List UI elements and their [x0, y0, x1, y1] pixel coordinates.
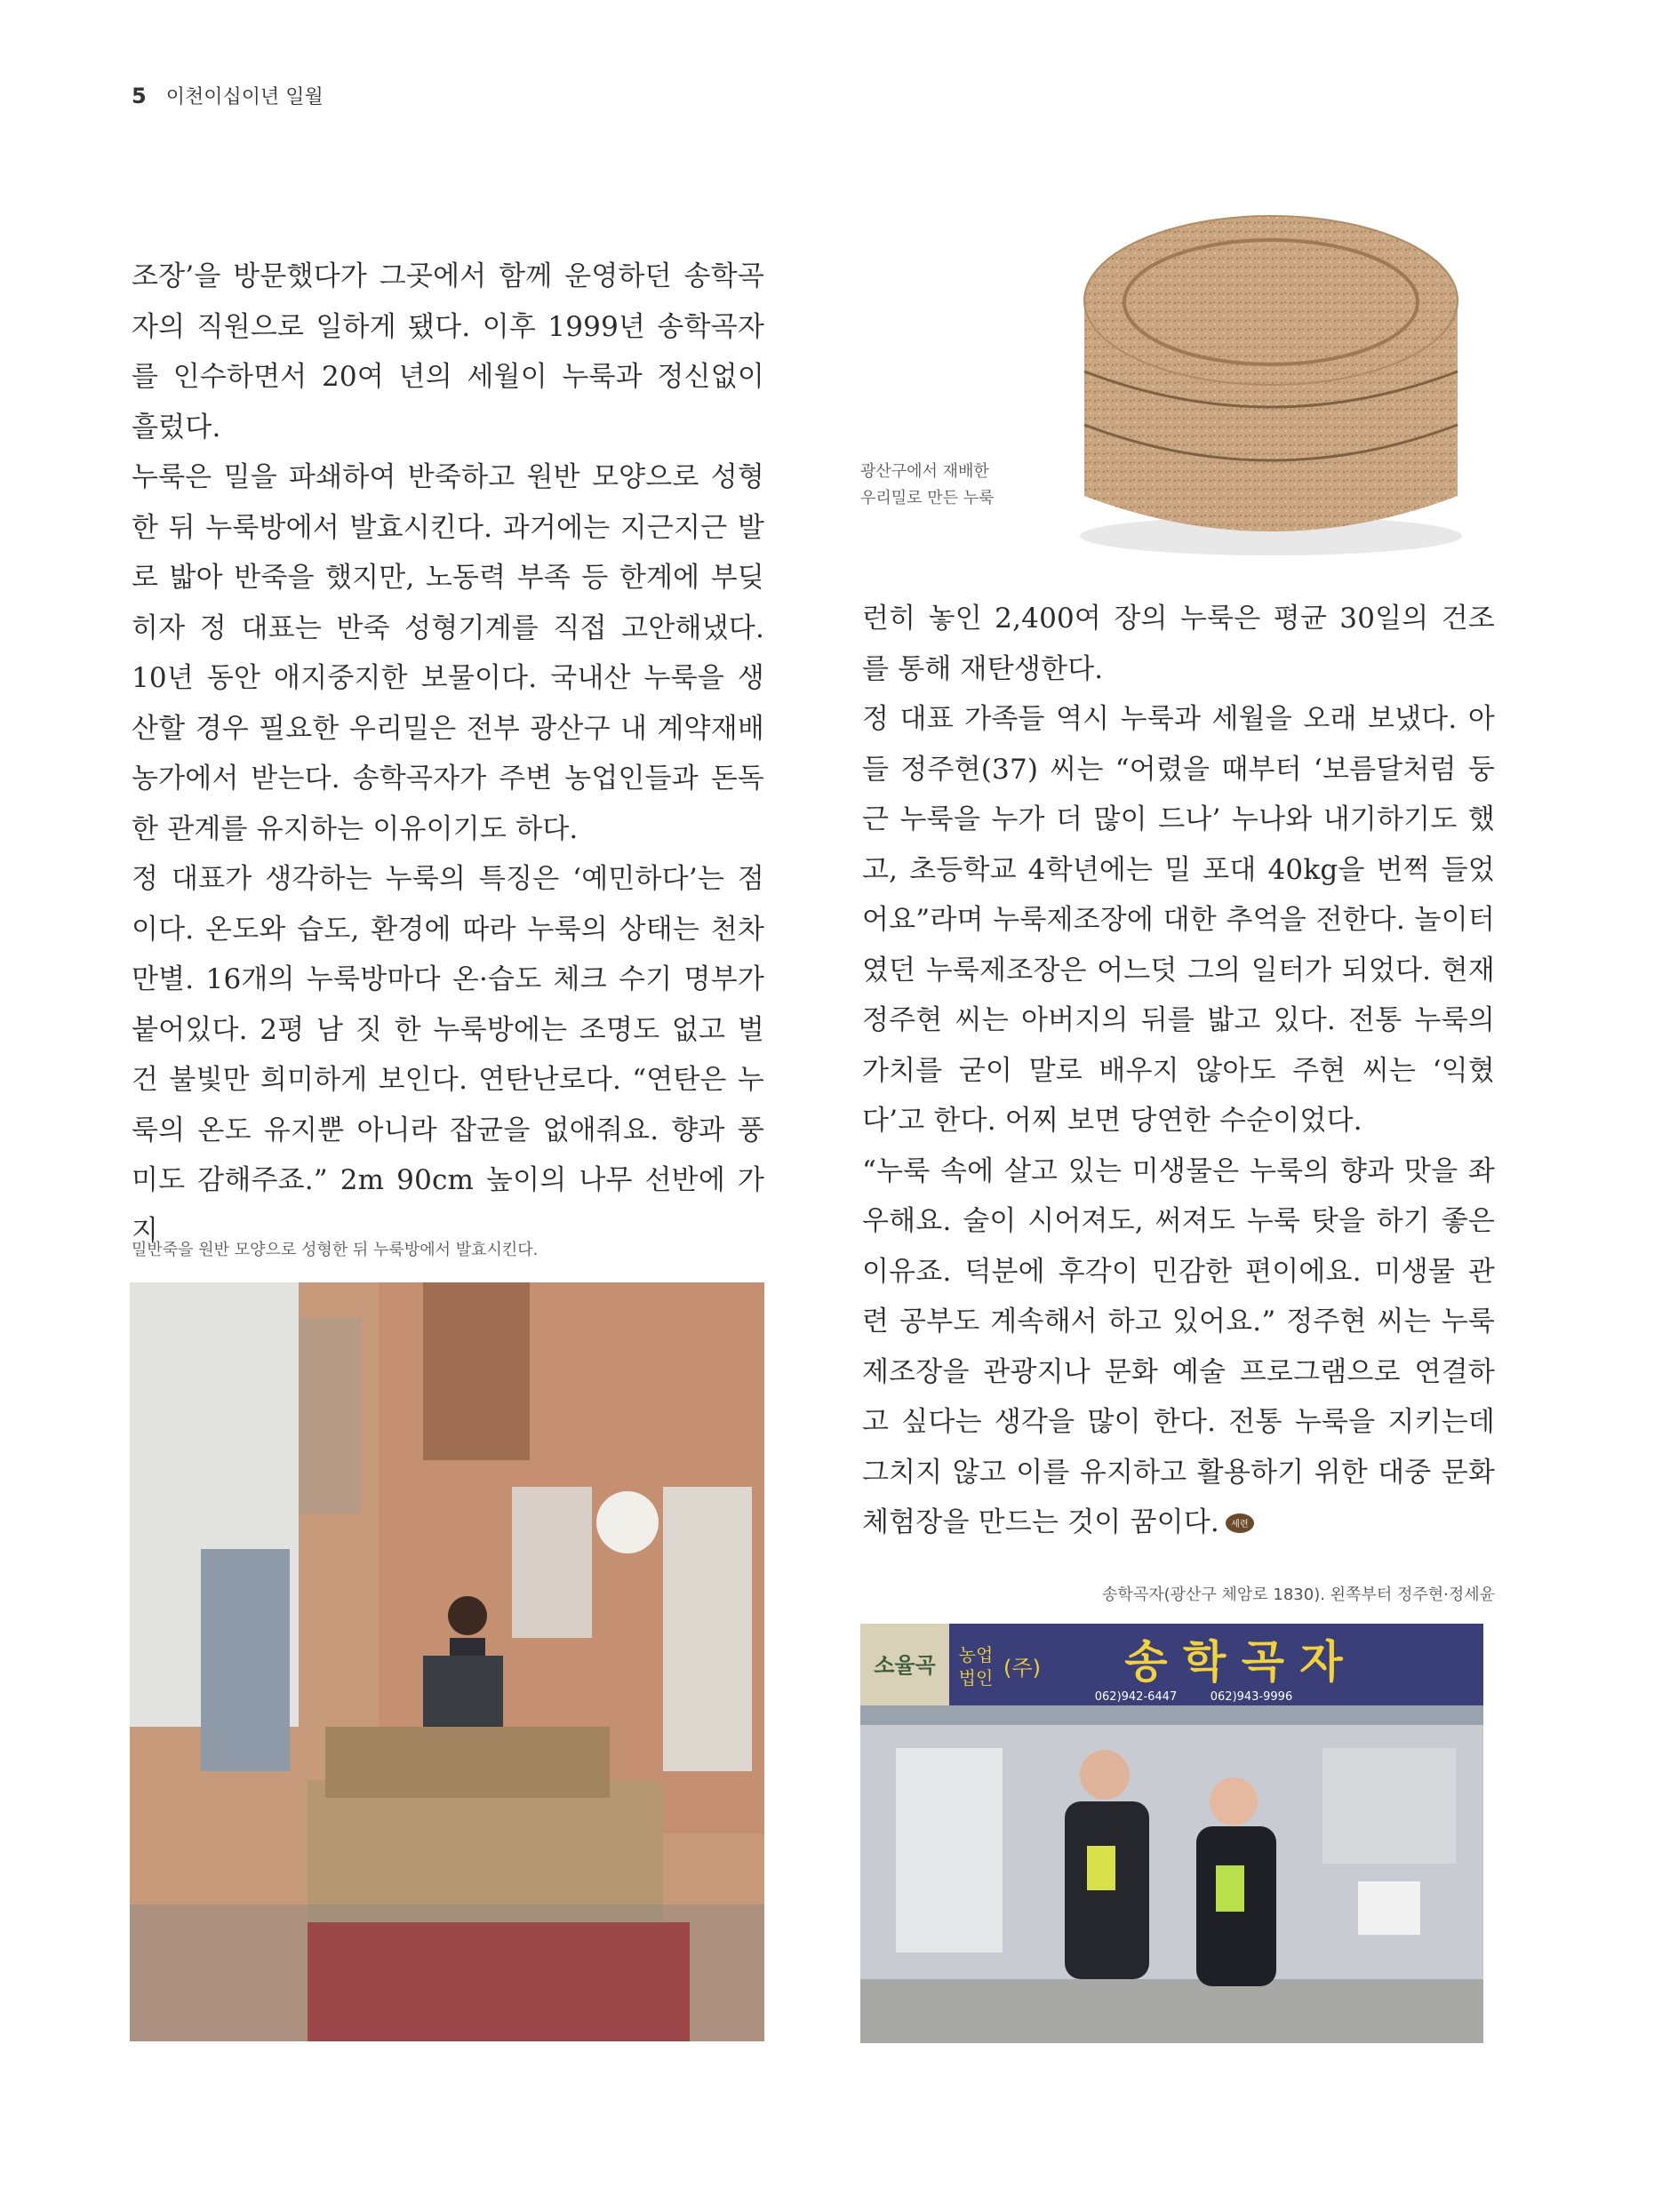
paragraph [862, 1146, 1495, 1548]
left-column [132, 252, 764, 1256]
nuruk-photo-caption [860, 459, 1047, 512]
end-mark-text: 세련 [1231, 1520, 1249, 1529]
nuruk-cake-photo [1049, 194, 1482, 567]
shop-photo-caption: 송학곡자(광산구 체암로 1830). 왼쪽부터 정주현·정세윤 [1102, 1585, 1495, 1604]
paragraph: 조장’을 방문했다가 그곳에서 함께 운영하던 송학곡자의 직원으로 일하게 됐다. 이후 1999년 송학곡자를 인수하면서 20여 년의 세월이 누룩과 정신없이 흘렀다. [132, 260, 764, 443]
sign-corp-mark: (주) [1003, 1656, 1041, 1681]
sign-company-name: 송 학 곡 자 [1124, 1636, 1343, 1688]
paragraph: 정 대표가 생각하는 누룩의 특징은 ‘예민하다’는 점이다. 온도와 습도, 환경에 따라 누룩의 상태는 천차만별. 16개의 누룩방마다 온·습도 체크 수기 명부가 붙어있다. 2평 남 짓 한 누룩방에는 조명도 없고 벌건 불빛만 희미하게 보인다. 연탄난로다. “연탄은 누룩의 온도 유지뿐 아니라 잡균을 없애줘요. 향과 풍미도 감해주죠.” 2m 90cm 높이의 나무 선반에 가지 [132, 863, 764, 1247]
sign-corp-line2: 법인 [958, 1667, 994, 1689]
paragraph-text: “누룩 속에 살고 있는 미생물은 누룩의 향과 맛을 좌우해요. 술이 시어져도, 써져도 누룩 탓을 하기 좋은 이유죠. 덕분에 후각이 민감한 편이에요. 미생물 관련 공부도 계속해서 하고 있어요.” 정주현 씨는 누룩 제조장을 관광지나 문화 예술 프로그램으로 연결하고 싶다는 생각을 많이 한다. 전통 누룩을 지키는데 그치지 않고 이를 유지하고 활용하기 위한 대중 문화 체험장을 만드는 것이 꿈이다. [862, 1154, 1495, 1538]
right-column [862, 594, 1495, 1548]
caption-line: 우리밀로 만든 누룩 [860, 489, 995, 507]
paragraph: 런히 놓인 2,400여 장의 누룩은 평균 30일의 건조를 통해 재탄생한다. [862, 603, 1495, 685]
shop-photo [860, 1624, 1483, 2043]
sign-phone2: 062)943-9996 [1210, 1690, 1293, 1704]
factory-photo [130, 1282, 764, 2041]
caption-line: 광산구에서 재배한 [860, 462, 989, 481]
magazine-end-mark-icon [1225, 1501, 1255, 1529]
sign-brand: 소율곡 [874, 1653, 936, 1678]
paragraph: 정 대표 가족들 역시 누룩과 세월을 오래 보냈다. 아들 정주현(37) 씨는 “어렸을 때부터 ‘보름달처럼 둥근 누룩을 누가 더 많이 드나’ 누나와 내기하기도 했고, 초등학교 4학년에는 밀 포대 40kg을 번쩍 들었어요”라며 누룩제조장에 대한 추억을 전한다. 놀이터였던 누룩제조장은 어느덧 그의 일터가 되었다. 현재 정주현 씨는 아버지의 뒤를 밟고 있다. 전통 누룩의 가치를 굳이 말로 배우지 않아도 주현 씨는 ‘익혔다’고 한다. 어찌 보면 당연한 수순이었다. [862, 703, 1495, 1137]
paragraph: 누룩은 밀을 파쇄하여 반죽하고 원반 모양으로 성형한 뒤 누룩방에서 발효시킨다. 과거에는 지근지근 발로 밟아 반죽을 했지만, 노동력 부족 등 한계에 부딪히자 정 대표는 반죽 성형기계를 직접 고안해냈다. 10년 동안 애지중지한 보물이다. 국내산 누룩을 생산할 경우 필요한 우리밀은 전부 광산구 내 계약재배 농가에서 받는다. 송학곡자가 주변 농업인들과 돈독한 관계를 유지하는 이유이기도 하다. [132, 461, 764, 845]
page-number: 5 [132, 84, 147, 108]
factory-photo-caption: 밀반죽을 원반 모양으로 성형한 뒤 누룩방에서 발효시킨다. [132, 1241, 539, 1259]
page-header [132, 82, 324, 109]
issue-label: 이천이십이년 일월 [165, 86, 324, 108]
sign-phone1: 062)942-6447 [1094, 1690, 1178, 1704]
sign-corp-line1: 농업 [958, 1644, 994, 1665]
